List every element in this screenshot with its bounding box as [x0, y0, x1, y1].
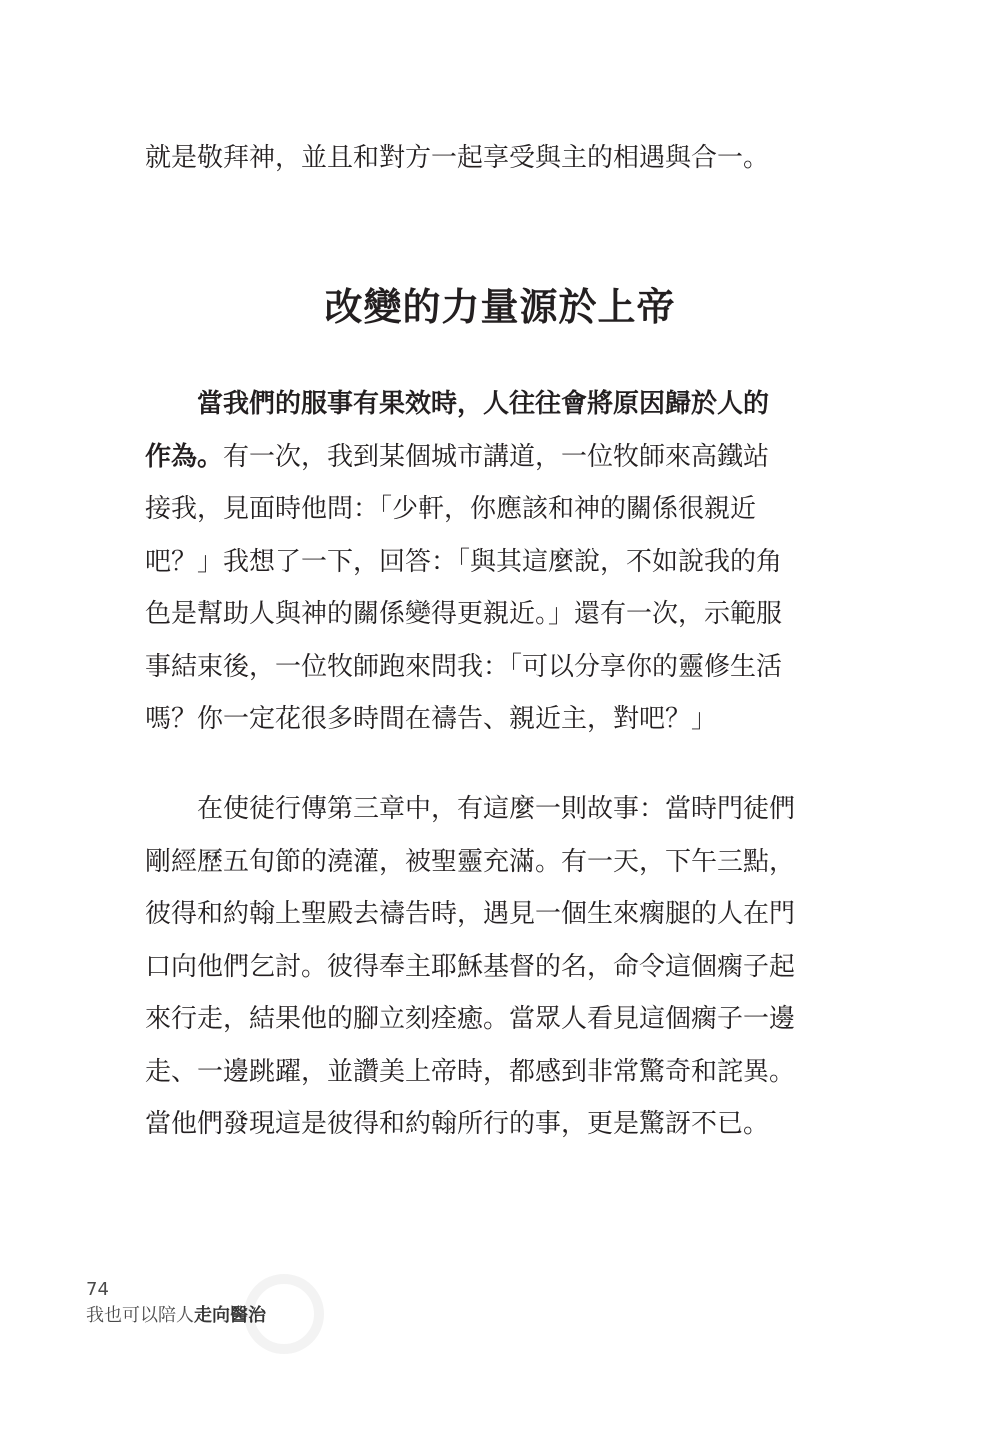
paragraph-1-line-6: 事結束後，一位牧師跑來問我：「可以分享你的靈修生活 [145, 651, 783, 682]
paragraph-2-line-7: 當他們發現這是彼得和約翰所行的事，更是驚訝不已。 [145, 1109, 770, 1139]
paragraph-1-line-2-bold: 作為。 [145, 441, 224, 472]
running-book-title [86, 1303, 266, 1329]
section-heading: 改變的力量源於上帝 [324, 284, 676, 329]
paragraph-1-line-5: 色是幫助人與神的關係變得更親近。」還有一次，示範服 [145, 599, 783, 629]
paragraph-2-line-1: 在使徒行傳第三章中，有這麼一則故事：當時門徒們 [197, 794, 796, 824]
paragraph-1-line-7: 嗎？你一定花很多時間在禱告、親近主，對吧？」 [145, 704, 718, 734]
paragraph-1 [145, 378, 825, 746]
book-title-prefix: 我也可以陪人 [86, 1305, 194, 1326]
paragraph-1-line-3: 接我，見面時他問：「少軒，你應該和神的關係很親近 [145, 494, 757, 524]
paragraph-1-line-4: 吧？」我想了一下，回答：「與其這麼說，不如說我的角 [145, 546, 783, 577]
paragraph-1-line-2-rest: 有一次，我到某個城市講道，一位牧師來高鐵站 [223, 441, 770, 472]
carryover-line: 就是敬拜神，並且和對方一起享受與主的相遇與合一。 [145, 143, 770, 173]
page-number: 74 [86, 1279, 109, 1300]
paragraph-2 [145, 783, 825, 1151]
paragraph-2-line-4: 口向他們乞討。彼得奉主耶穌基督的名，命令這個瘸子起 [145, 951, 796, 982]
paragraph-2-line-3: 彼得和約翰上聖殿去禱告時，遇見一個生來瘸腿的人在門 [145, 899, 796, 929]
paragraph-2-line-5: 來行走，結果他的腳立刻痊癒。當眾人看見這個瘸子一邊 [145, 1004, 796, 1034]
page-footer [86, 1277, 266, 1329]
paragraph-1-line-1: 當我們的服事有果效時，人往往會將原因歸於人的 [197, 389, 770, 419]
paragraph-2-line-2: 剛經歷五旬節的澆灌，被聖靈充滿。有一天，下午三點， [145, 846, 796, 877]
paragraph-2-line-6: 走、一邊跳躍，並讚美上帝時，都感到非常驚奇和詫異。 [145, 1056, 796, 1087]
paragraph-1-line-2 [145, 431, 825, 484]
book-title-strong: 走向醫治 [194, 1305, 266, 1326]
